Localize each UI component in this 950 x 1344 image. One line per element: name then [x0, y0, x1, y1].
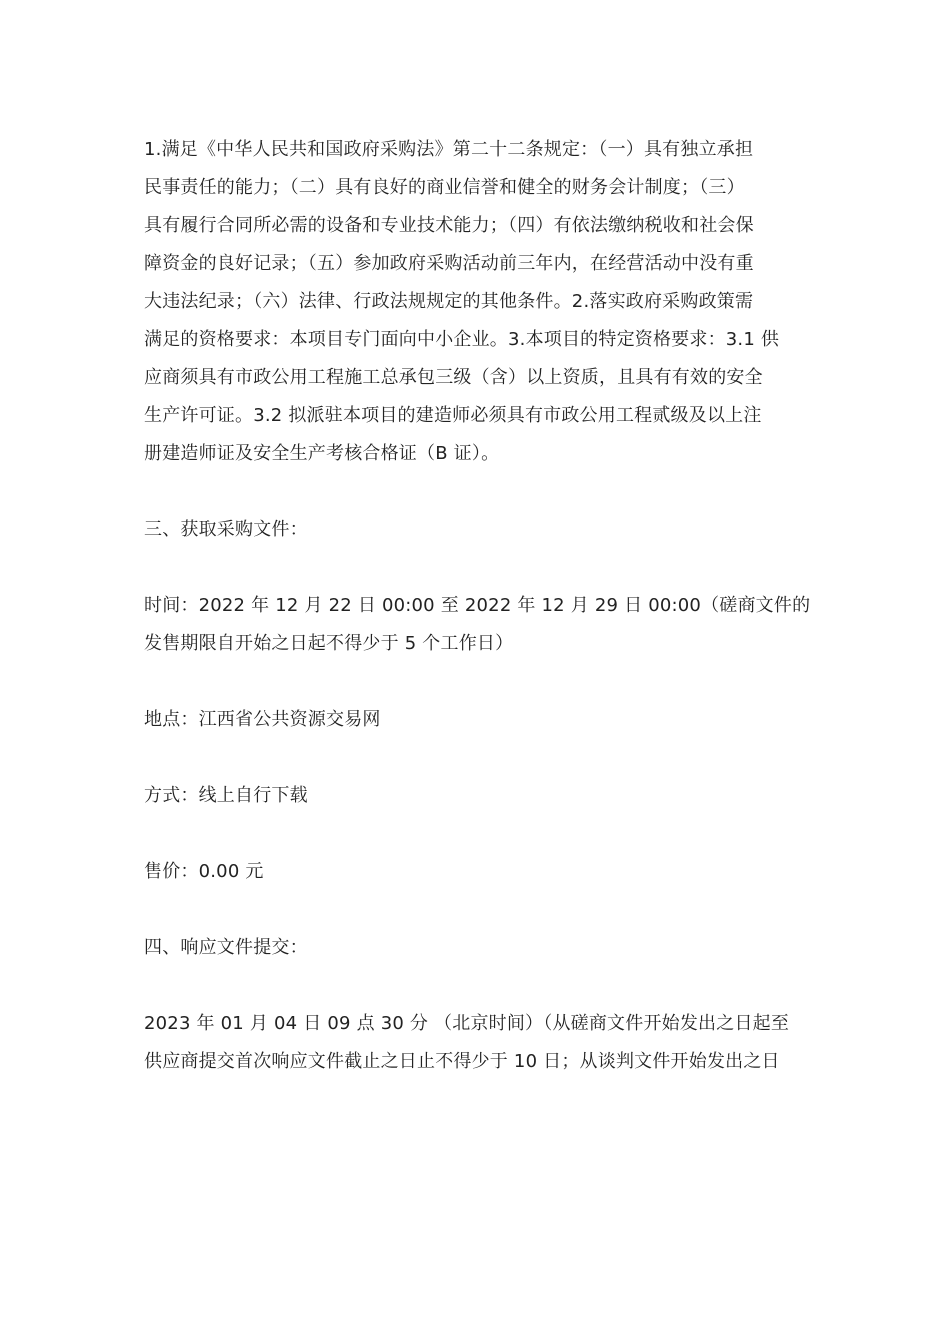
paragraph-line: 册建造师证及安全生产考核合格证（B 证）。: [144, 443, 500, 464]
time-line: 时间：2022 年 12 月 22 日 00:00 至 2022 年 12 月 29 日 00:00（磋商文件的: [144, 595, 811, 616]
submission-line: 供应商提交首次响应文件截止之日止不得少于 10 日；从谈判文件开始发出之日: [144, 1051, 780, 1072]
paragraph-spacer: [144, 739, 812, 777]
submission-line: 2023 年 01 月 04 日 09 点 30 分 （北京时间）（从磋商文件开始发出之日起至: [144, 1013, 790, 1034]
section-heading-response-submission: 四、响应文件提交：: [144, 937, 308, 958]
paragraph-line: 大违法纪录；（六）法律、行政法规规定的其他条件。2.落实政府采购政策需: [144, 291, 754, 312]
paragraph-line: 1.满足《中华人民共和国政府采购法》第二十二条规定：（一）具有独立承担: [144, 139, 754, 160]
paragraph-line: 障资金的良好记录；（五）参加政府采购活动前三年内，在经营活动中没有重: [144, 253, 754, 274]
paragraph-line: 满足的资格要求：本项目专门面向中小企业。3.本项目的特定资格要求：3.1 供: [144, 329, 780, 350]
paragraph-line: 应商须具有市政公用工程施工总承包三级（含）以上资质，且具有有效的安全: [144, 367, 763, 388]
paragraph-line: 民事责任的能力；（二）具有良好的商业信誉和健全的财务会计制度；（三）: [144, 177, 745, 198]
paragraph-spacer: [144, 967, 812, 1005]
paragraph-spacer: [144, 473, 812, 511]
paragraph-spacer: [144, 549, 812, 587]
section-heading-procurement-docs: 三、获取采购文件：: [144, 519, 308, 540]
paragraph-line: 具有履行合同所必需的设备和专业技术能力；（四）有依法缴纳税收和社会保: [144, 215, 754, 236]
price-line: 售价：0.00 元: [144, 861, 264, 882]
paragraph-line: 生产许可证。3.2 拟派驻本项目的建造师必须具有市政公用工程贰级及以上注: [144, 405, 762, 426]
document-body: [144, 131, 812, 1081]
paragraph-spacer: [144, 815, 812, 853]
location-line: 地点：江西省公共资源交易网: [144, 709, 381, 730]
paragraph-spacer: [144, 663, 812, 701]
paragraph-spacer: [144, 891, 812, 929]
time-line: 发售期限自开始之日起不得少于 5 个工作日）: [144, 633, 514, 654]
method-line: 方式：线上自行下载: [144, 785, 308, 806]
